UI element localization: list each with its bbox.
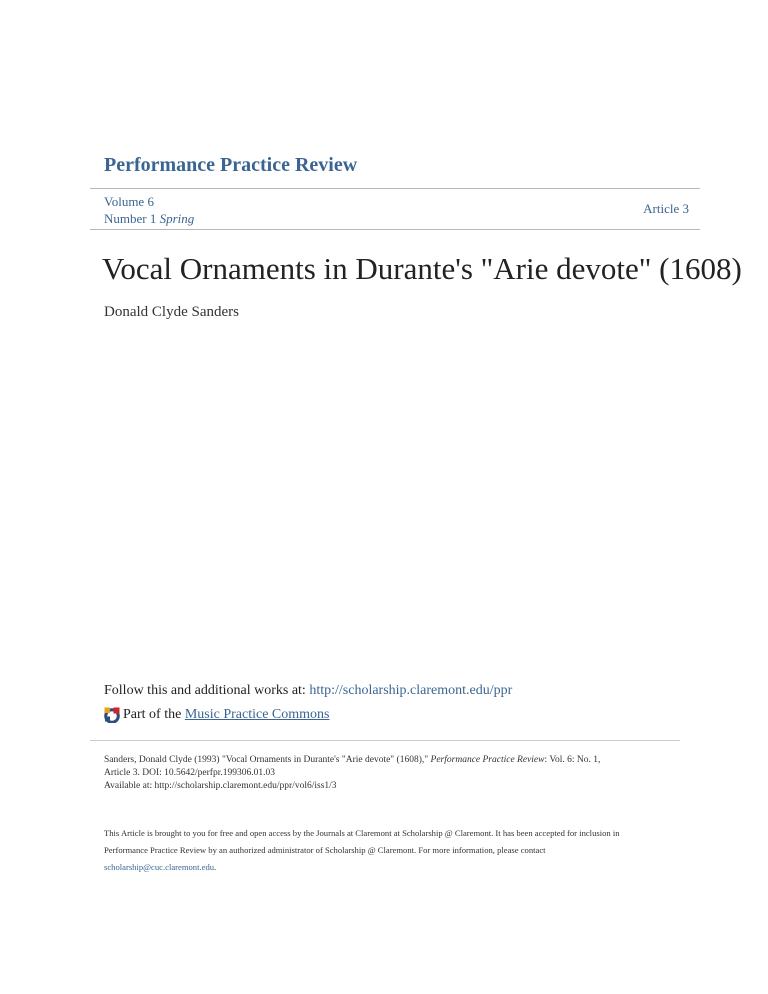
season-label: Spring [159, 211, 195, 226]
repository-link[interactable]: http://scholarship.claremont.edu/ppr [309, 683, 513, 698]
author-name: Donald Clyde Sanders [104, 304, 239, 320]
volume-label[interactable]: Volume 6 [104, 194, 154, 209]
contact-email-link[interactable]: scholarship@cuc.claremont.edu [104, 862, 215, 872]
number-label: Number 1 [104, 211, 157, 226]
citation-line-3: Available at: http://scholarship.claremont.edu/ppr/vol6/iss1/3 [104, 781, 337, 791]
part-of-line [104, 707, 329, 723]
citation-block [104, 754, 684, 793]
article-number[interactable]: Article 3 [643, 201, 689, 216]
access-notice [104, 825, 694, 876]
citation-volume: : Vol. 6: No. 1, [544, 755, 601, 765]
part-of-prefix: Part of the [123, 707, 182, 722]
header-rule-bottom [90, 229, 700, 230]
article-title: Vocal Ornaments in Durante's "Arie devote" (1608) [102, 251, 742, 286]
issue-label[interactable] [104, 211, 194, 227]
follow-prefix: Follow this and additional works at: [104, 683, 310, 698]
header-rule-top [90, 188, 700, 189]
citation-journal: Performance Practice Review [430, 755, 545, 765]
notice-line-3 [104, 859, 694, 876]
notice-line-2: Performance Practice Review by an authorized administrator of Scholarship @ Claremont. For more information, please contact [104, 845, 546, 855]
notice-line-1: This Article is brought to you for free and open access by the Journals at Claremont at Scholarship @ Claremont. It has been accepted for inclusion in [104, 828, 620, 838]
commons-logo-icon [104, 707, 120, 723]
citation-line-1 [104, 754, 684, 767]
music-practice-commons-link[interactable]: Music Practice Commons [184, 707, 330, 722]
email-suffix: . [214, 862, 217, 872]
citation-text: Sanders, Donald Clyde (1993) "Vocal Ornaments in Durante's "Arie devote" (1608)," [104, 755, 431, 765]
follow-line [104, 683, 512, 699]
citation-line-2: Article 3. DOI: 10.5642/perfpr.199306.01.03 [104, 768, 275, 778]
citation-rule [90, 740, 680, 741]
journal-title[interactable]: Performance Practice Review [104, 154, 358, 176]
